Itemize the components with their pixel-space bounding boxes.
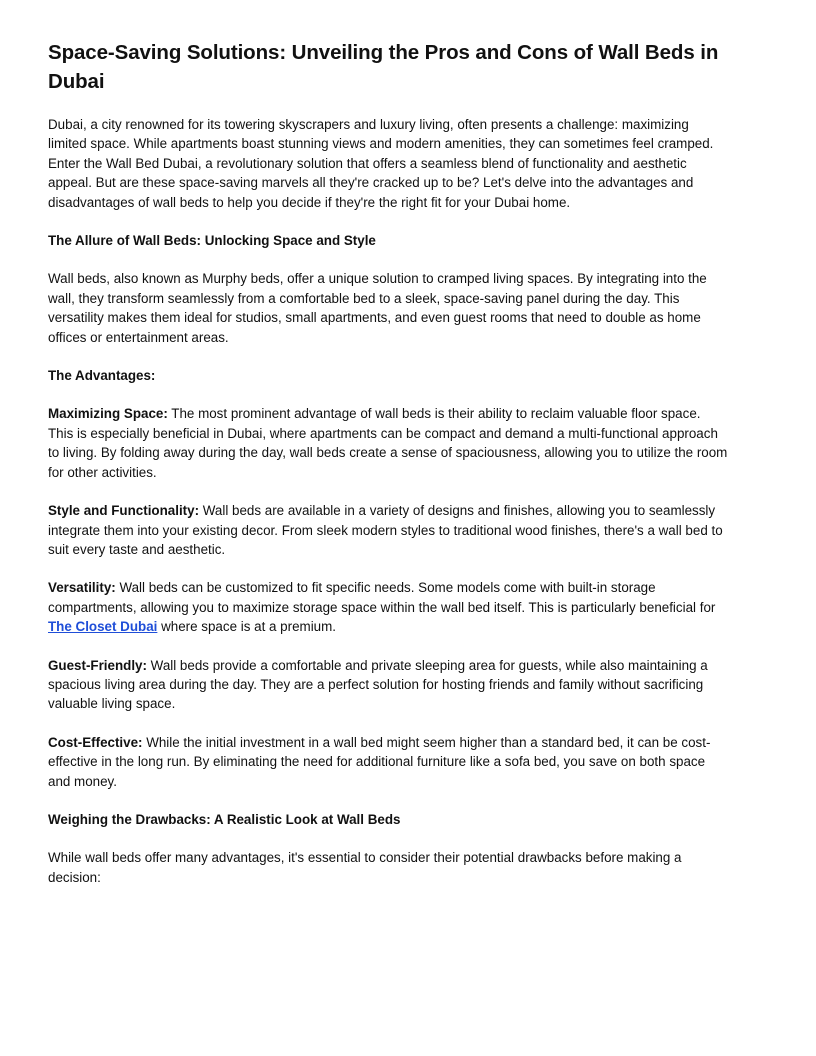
document-page — [48, 38, 728, 906]
advantage-style-functionality — [48, 501, 728, 559]
drawbacks-intro-paragraph: While wall beds offer many advantages, it's essential to consider their potential drawbacks before making a decision: — [48, 850, 682, 885]
advantage-label: Guest-Friendly: — [48, 657, 147, 673]
the-closet-dubai-link[interactable]: The Closet Dubai — [48, 619, 158, 635]
advantage-text: Wall beds provide a comfortable and private sleeping area for guests, while also maintaining a spacious living area during the day. They are a perfect solution for hosting friends and family without sacrificing valuable living space. — [48, 657, 708, 712]
advantage-text: While the initial investment in a wall bed might seem higher than a standard bed, it can be cost-effective in the long run. By eliminating the need for additional furniture like a sofa bed, you save on both space and money. — [48, 734, 711, 789]
section-heading-drawbacks: Weighing the Drawbacks: A Realistic Look at Wall Beds — [48, 811, 401, 827]
advantage-label: Maximizing Space: — [48, 406, 168, 422]
advantage-label: Versatility: — [48, 580, 116, 596]
advantage-label: Style and Functionality: — [48, 503, 200, 519]
advantage-text: Wall beds can be customized to fit specific needs. Some models come with built-in storage compartments, allowing you to maximize storage space within the wall bed itself. This is particularly beneficial for — [48, 580, 716, 615]
section-heading-allure: The Allure of Wall Beds: Unlocking Space and Style — [48, 233, 376, 249]
advantage-text: The most prominent advantage of wall beds is their ability to reclaim valuable floor space. This is especially beneficial in Dubai, where apartments can be compact and demand a multi-functional approach to living. By folding away during the day, wall beds create a sense of spaciousness, allowing you to utilize the room for other activities. — [48, 406, 728, 480]
advantage-text: Wall beds are available in a variety of designs and finishes, allowing you to seamlessly integrate them into your existing decor. From sleek modern styles to traditional wood finishes, there's a wall bed to suit every taste and aesthetic. — [48, 503, 723, 557]
section-heading-advantages: The Advantages: — [48, 368, 156, 384]
advantage-guest-friendly — [48, 656, 728, 714]
allure-paragraph: Wall beds, also known as Murphy beds, offer a unique solution to cramped living spaces. By integrating into the wall, they transform seamlessly from a comfortable bed to a sleek, space-saving panel during the day. This versatility makes them ideal for studios, small apartments, and even guest rooms that need to double as home offices or entertainment areas. — [48, 271, 707, 345]
intro-paragraph: Dubai, a city renowned for its towering skyscrapers and luxury living, often presents a challenge: maximizing limited space. While apartments boast stunning views and modern amenities, they can sometimes feel cramped. Enter the Wall Bed Dubai, a revolutionary solution that offers a seamless blend of functionality and aesthetic appeal. But are these space-saving marvels all they're cracked up to be? Let's delve into the advantages and disadvantages of wall beds to help you decide if they're the right fit for your Dubai home. — [48, 117, 714, 210]
advantage-maximizing-space — [48, 404, 728, 482]
document-title: Space-Saving Solutions: Unveiling the Pros and Cons of Wall Beds in Dubai — [48, 41, 719, 93]
advantage-text-after-link: where space is at a premium. — [157, 619, 336, 635]
advantage-versatility — [48, 578, 728, 636]
advantage-label: Cost-Effective: — [48, 734, 143, 750]
advantage-cost-effective — [48, 733, 728, 791]
